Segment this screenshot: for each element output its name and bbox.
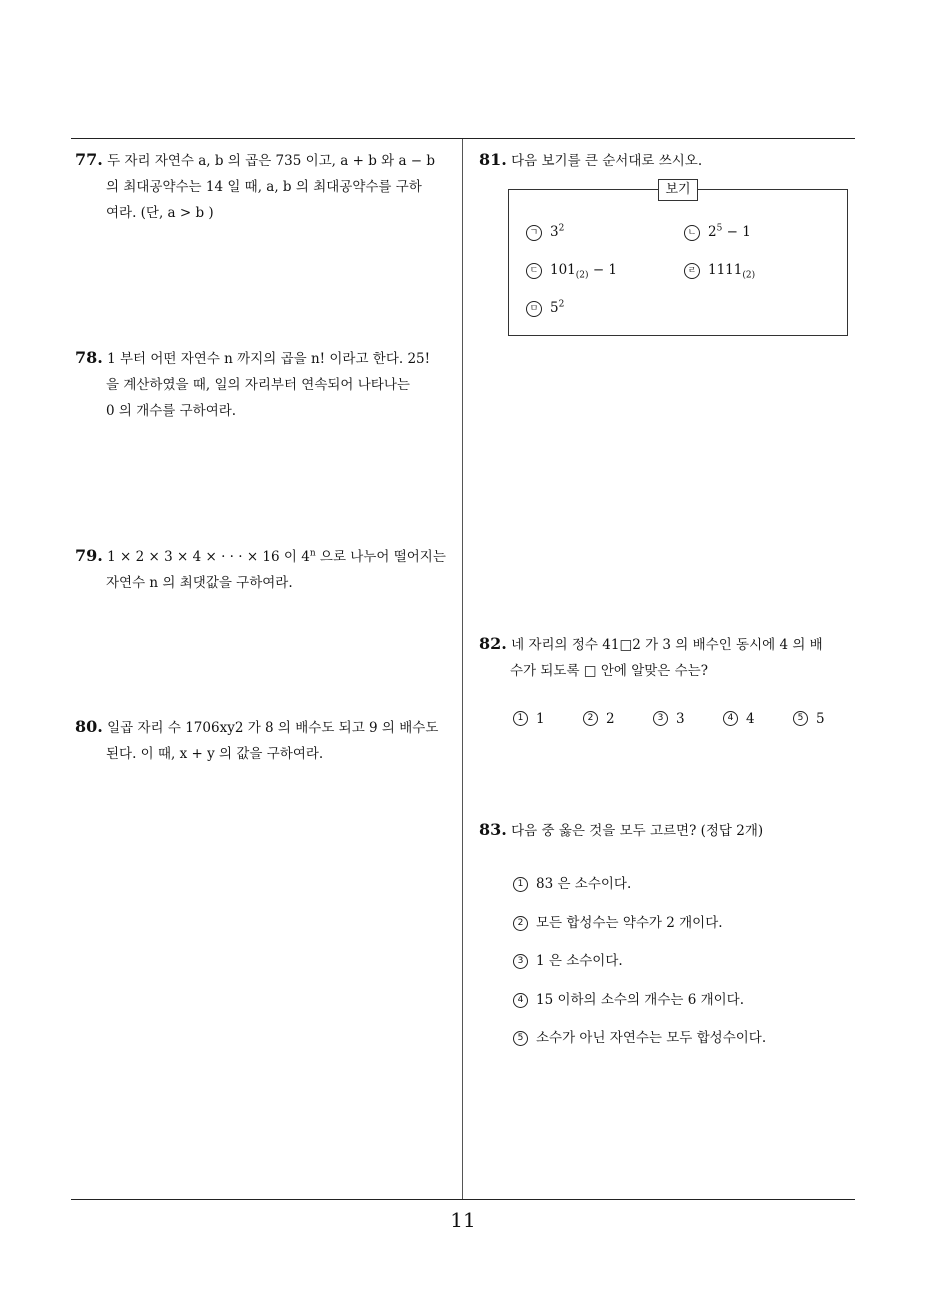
page-number: 11 [450,1208,476,1232]
bogi-base: 2 [708,224,717,240]
choice-4[interactable] [723,708,755,727]
circled-number-icon: 4 [723,711,738,726]
choice-value: 5 [816,711,825,727]
problem-text-line: 네 자리의 정수 41□2 가 3 의 배수인 동시에 4 의 배 [511,637,823,653]
bogi-item [684,262,755,279]
bogi-item [526,224,564,241]
statement-2[interactable] [513,911,723,931]
problem-text-line: 자연수 n 의 최댓값을 구하여라. [106,575,293,591]
problem-number: 82. [479,634,507,653]
problem-83 [479,817,859,844]
circled-number-icon: 3 [653,711,668,726]
problem-text-line: 다음 중 옳은 것을 모두 고르면? (정답 2개) [511,823,764,839]
circled-letter-icon: ㄱ [526,225,542,241]
problem-number: 79. [75,546,103,565]
choice-value: 3 [676,711,685,727]
circled-number-icon: 2 [513,916,528,931]
bogi-base: 3 [550,224,559,240]
problem-number: 83. [479,820,507,839]
statement-text: 1 은 소수이다. [536,953,623,969]
circled-number-icon: 5 [793,711,808,726]
circled-number-icon: 2 [583,711,598,726]
problem-text-line: 수가 되도록 □ 안에 알맞은 수는? [510,663,708,679]
problem-78 [75,345,458,424]
exponent: n [309,548,316,559]
bogi-base: 1111 [708,262,743,278]
problem-text-line: 된다. 이 때, x + y 의 값을 구하여라. [106,746,324,762]
problem-80 [75,714,458,767]
problem-text-line: 의 최대공약수는 14 일 때, a, b 의 최대공약수를 구하 [106,179,422,195]
circled-letter-icon: ㄹ [684,263,700,279]
statement-4[interactable] [513,988,744,1008]
statement-text: 15 이하의 소수의 개수는 6 개이다. [536,992,745,1008]
bogi-subscript: (2) [742,270,756,281]
problem-number: 80. [75,717,103,736]
problem-number: 81. [479,150,507,169]
bottom-rule [71,1199,855,1200]
problem-82 [479,631,859,684]
bogi-exponent: 5 [716,223,723,234]
choice-value: 2 [606,711,615,727]
statement-text: 83 은 소수이다. [536,876,632,892]
circled-number-icon: 5 [513,1031,528,1046]
problem-text-line: 1 × 2 × 3 × 4 × · · · × 16 이 4 [107,549,310,565]
problem-text-line: 으로 나누어 떨어지는 [315,549,446,565]
statement-5[interactable] [513,1026,766,1046]
problem-79 [75,543,458,596]
problem-text-line: 0 의 개수를 구하여라. [106,403,237,419]
circled-letter-icon: ㅁ [526,301,542,317]
choice-1[interactable] [513,708,545,727]
problem-number: 77. [75,150,103,169]
choice-value: 4 [746,711,755,727]
problem-text-line: 다음 보기를 큰 순서대로 쓰시오. [511,153,703,169]
problem-text-line: 을 계산하였을 때, 일의 자리부터 연속되어 나타나는 [106,377,410,393]
circled-number-icon: 3 [513,954,528,969]
circled-number-icon: 1 [513,877,528,892]
problem-number: 78. [75,348,103,367]
choice-3[interactable] [653,708,685,727]
circled-letter-icon: ㄴ [684,225,700,241]
bogi-tail: − 1 [722,224,751,240]
bogi-subscript: (2) [575,270,589,281]
circled-number-icon: 4 [513,993,528,1008]
bogi-base: 101 [550,262,576,278]
problem-text-line: 두 자리 자연수 a, b 의 곱은 735 이고, a + b 와 a − b [107,153,436,169]
statement-text: 모든 합성수는 약수가 2 개이다. [536,915,723,931]
bogi-item [526,300,564,317]
choice-5[interactable] [793,708,825,727]
top-rule [71,138,855,139]
problem-81 [479,147,859,174]
bogi-item [526,262,617,279]
circled-letter-icon: ㄷ [526,263,542,279]
problem-text-line: 1 부터 어떤 자연수 n 까지의 곱을 n! 이라고 한다. 25! [107,351,431,367]
statement-3[interactable] [513,949,623,969]
problem-text-line: 여라. (단, a > b ) [106,205,214,221]
choice-2[interactable] [583,708,615,727]
bogi-exponent: 2 [558,299,565,310]
problem-text-line: 일곱 자리 수 1706xy2 가 8 의 배수도 되고 9 의 배수도 [107,720,439,736]
bogi-base: 5 [550,300,559,316]
statement-text: 소수가 아닌 자연수는 모두 합성수이다. [536,1030,767,1046]
column-divider [462,139,463,1199]
bogi-tail: − 1 [588,262,618,278]
bogi-item [684,224,751,241]
bogi-title: 보기 [658,179,698,201]
statement-1[interactable] [513,872,631,892]
circled-number-icon: 1 [513,711,528,726]
bogi-exponent: 2 [558,223,565,234]
problem-77 [75,147,458,226]
choice-value: 1 [536,711,545,727]
